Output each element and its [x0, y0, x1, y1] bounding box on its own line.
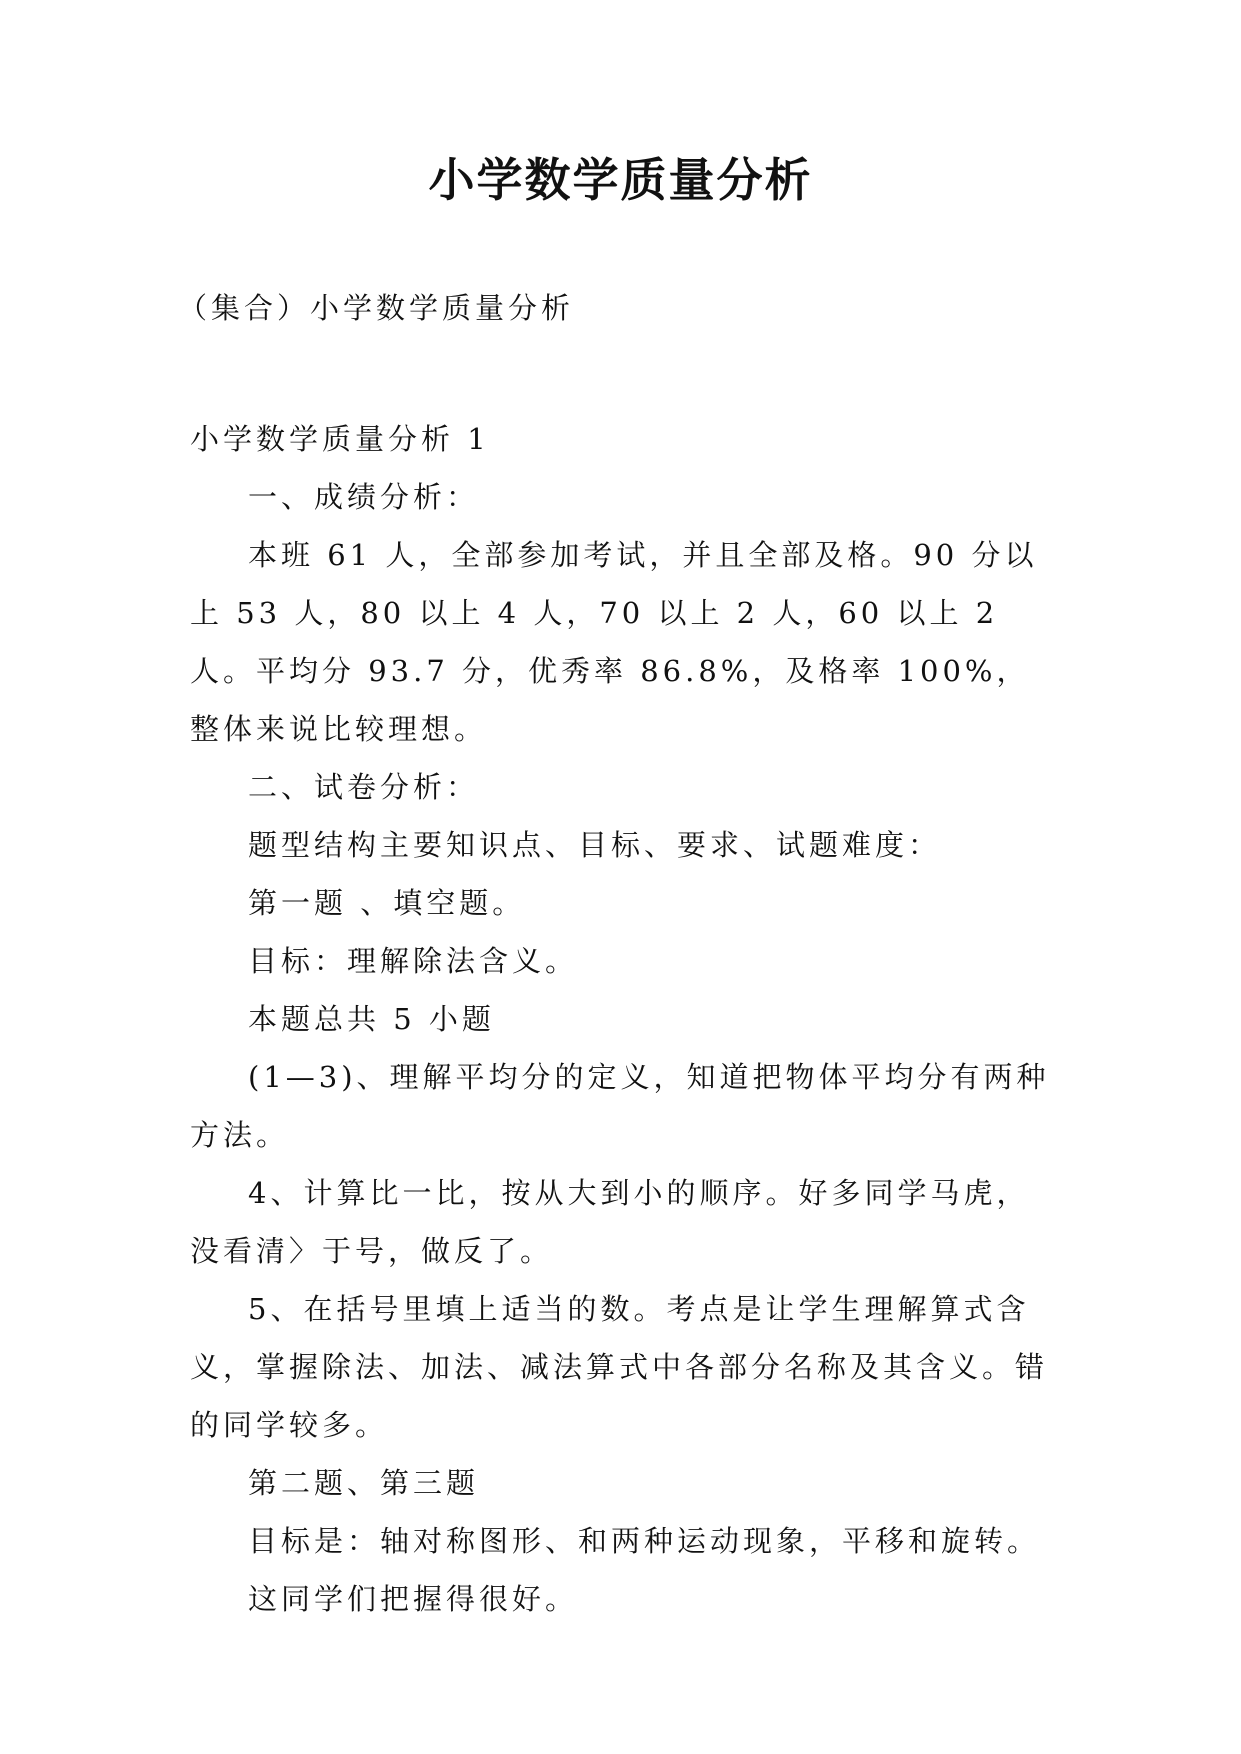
paragraph: 这同学们把握得很好。 — [248, 1582, 579, 1616]
paragraph: 一、成绩分析： — [248, 480, 480, 514]
document-body — [190, 410, 1060, 1628]
paragraph: 题型结构主要知识点、目标、要求、试题难度： — [248, 828, 942, 862]
paragraph: 目标：理解除法含义。 — [248, 944, 579, 978]
document-title: 小学数学质量分析 — [428, 153, 813, 207]
document-subtitle: （集合）小学数学质量分析 — [178, 291, 575, 325]
paragraph: 本题总共 5 小题 — [248, 1002, 495, 1036]
paragraph: (1—3)、理解平均分的定义，知道把物体平均分有两种方法。 — [190, 1060, 1050, 1152]
paragraph: 二、试卷分析： — [248, 770, 480, 804]
section-heading: 小学数学质量分析 1 — [190, 422, 490, 456]
paragraph: 目标是：轴对称图形、和两种运动现象，平移和旋转。 — [248, 1524, 1041, 1558]
paragraph: 5、在括号里填上适当的数。考点是让学生理解算式含义，掌握除法、加法、减法算式中各部分名称及其含义。错的同学较多。 — [190, 1292, 1049, 1442]
paragraph: 第二题、第三题 — [248, 1466, 480, 1500]
paragraph: 4、计算比一比，按从大到小的顺序。好多同学马虎，没看清〉于号，做反了。 — [190, 1176, 1030, 1268]
paragraph: 本班 61 人，全部参加考试，并且全部及格。90 分以上 53 人，80 以上 4 人，70 以上 2 人，60 以上 2 人。平均分 93.7 分，优秀率 86.8%，及格率 100%，整体来说比较理想。 — [190, 538, 1038, 746]
paragraph: 第一题 、填空题。 — [248, 886, 526, 920]
